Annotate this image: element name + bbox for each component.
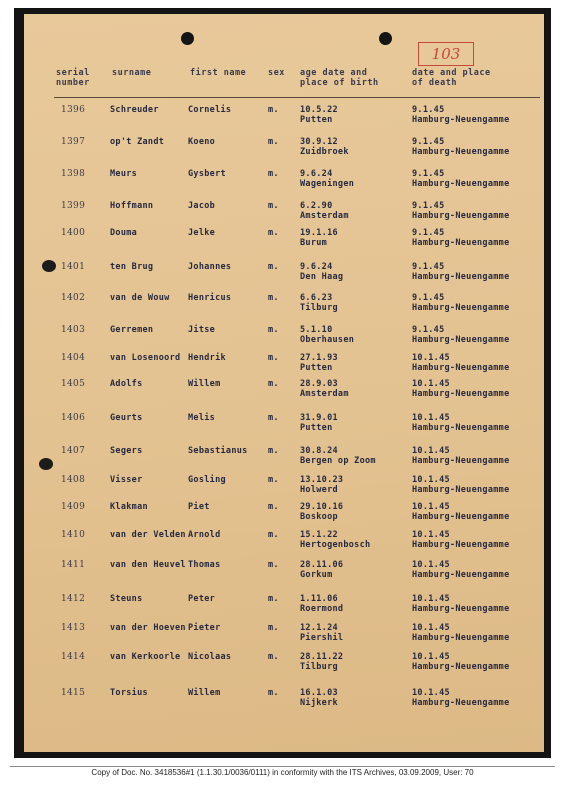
death-place: Hamburg-Neuengamme	[412, 698, 510, 708]
serial-number: 1411	[61, 560, 86, 570]
table-row	[0, 105, 520, 135]
surname: Hoffmann	[110, 201, 154, 211]
birth-place: Wageningen	[300, 179, 355, 189]
serial-number: 1399	[61, 201, 86, 211]
birth-date: 5.1.10	[300, 325, 333, 335]
death-place: Hamburg-Neuengamme	[412, 633, 510, 643]
header-sex: sex	[268, 68, 285, 78]
footer-note: Copy of Doc. No. 3418536#1 (1.1.30.1/0036/0111) in conformity with the ITS Archives, 03.09.2009, User: 70	[91, 768, 474, 777]
death-place: Hamburg-Neuengamme	[412, 540, 510, 550]
birth-date: 28.11.22	[300, 652, 344, 662]
death-place: Hamburg-Neuengamme	[412, 389, 510, 399]
first-name: Sebastianus	[188, 446, 248, 456]
first-name: Willem	[188, 379, 221, 389]
death-place: Hamburg-Neuengamme	[412, 272, 510, 282]
first-name: Johannes	[188, 262, 232, 272]
first-name: Jitse	[188, 325, 216, 335]
surname: van der Hoeven	[110, 623, 186, 633]
table-row	[0, 413, 520, 443]
surname: Steuns	[110, 594, 143, 604]
death-place: Hamburg-Neuengamme	[412, 238, 510, 248]
birth-place: Oberhausen	[300, 335, 355, 345]
death-date: 10.1.45	[412, 502, 450, 512]
first-name: Arnold	[188, 530, 221, 540]
table-row	[0, 652, 520, 682]
table-row	[0, 623, 520, 653]
serial-number: 1408	[61, 475, 86, 485]
header-rule	[54, 97, 540, 98]
table-row	[0, 594, 520, 624]
header-surname: surname	[112, 68, 152, 78]
first-name: Jelke	[188, 228, 216, 238]
death-date: 10.1.45	[412, 475, 450, 485]
death-place: Hamburg-Neuengamme	[412, 303, 510, 313]
punch-hole-right	[379, 32, 392, 45]
birth-date: 6.6.23	[300, 293, 333, 303]
surname: van den Heuvel	[110, 560, 186, 570]
table-row	[0, 169, 520, 199]
sex: m.	[268, 623, 279, 633]
first-name: Melis	[188, 413, 216, 423]
birth-place: Hertogenbosch	[300, 540, 371, 550]
birth-place: Putten	[300, 363, 333, 373]
birth-place: Nijkerk	[300, 698, 338, 708]
birth-date: 15.1.22	[300, 530, 338, 540]
table-row	[0, 475, 520, 505]
death-place: Hamburg-Neuengamme	[412, 456, 510, 466]
birth-date: 28.9.03	[300, 379, 338, 389]
surname: ten Brug	[110, 262, 154, 272]
birth-place: Zuidbroek	[300, 147, 349, 157]
sex: m.	[268, 228, 279, 238]
birth-date: 13.10.23	[300, 475, 344, 485]
death-date: 10.1.45	[412, 379, 450, 389]
death-place: Hamburg-Neuengamme	[412, 335, 510, 345]
surname: Geurts	[110, 413, 143, 423]
death-date: 10.1.45	[412, 652, 450, 662]
death-date: 10.1.45	[412, 413, 450, 423]
birth-date: 30.8.24	[300, 446, 338, 456]
first-name: Piet	[188, 502, 210, 512]
death-date: 9.1.45	[412, 325, 445, 335]
sex: m.	[268, 688, 279, 698]
sex: m.	[268, 353, 279, 363]
surname: Segers	[110, 446, 143, 456]
birth-place: Gorkum	[300, 570, 333, 580]
birth-date: 10.5.22	[300, 105, 338, 115]
death-date: 10.1.45	[412, 560, 450, 570]
surname: op't Zandt	[110, 137, 165, 147]
serial-number: 1412	[61, 594, 86, 604]
header-death: date and place of death	[412, 68, 491, 88]
sex: m.	[268, 475, 279, 485]
first-name: Henricus	[188, 293, 232, 303]
sex: m.	[268, 413, 279, 423]
birth-date: 16.1.03	[300, 688, 338, 698]
first-name: Cornelis	[188, 105, 232, 115]
surname: van Losenoord	[110, 353, 181, 363]
serial-number: 1403	[61, 325, 86, 335]
surname: Adolfs	[110, 379, 143, 389]
sex: m.	[268, 446, 279, 456]
surname: Klakman	[110, 502, 148, 512]
death-date: 9.1.45	[412, 137, 445, 147]
birth-place: Putten	[300, 423, 333, 433]
sex: m.	[268, 325, 279, 335]
surname: Gerremen	[110, 325, 154, 335]
death-date: 9.1.45	[412, 201, 445, 211]
serial-number: 1405	[61, 379, 86, 389]
birth-place: Burum	[300, 238, 328, 248]
table-row	[0, 560, 520, 590]
death-place: Hamburg-Neuengamme	[412, 604, 510, 614]
first-name: Thomas	[188, 560, 221, 570]
archive-stamp: 103	[418, 42, 474, 66]
birth-place: Bergen op Zoom	[300, 456, 376, 466]
serial-number: 1402	[61, 293, 86, 303]
table-row	[0, 502, 520, 532]
table-row	[0, 228, 520, 258]
death-place: Hamburg-Neuengamme	[412, 570, 510, 580]
birth-date: 28.11.06	[300, 560, 344, 570]
birth-date: 9.6.24	[300, 169, 333, 179]
death-date: 9.1.45	[412, 228, 445, 238]
table-row	[0, 293, 520, 323]
serial-number: 1396	[61, 105, 86, 115]
birth-place: Den Haag	[300, 272, 344, 282]
surname: Meurs	[110, 169, 138, 179]
birth-place: Tilburg	[300, 303, 338, 313]
sex: m.	[268, 137, 279, 147]
birth-date: 27.1.93	[300, 353, 338, 363]
table-row	[0, 530, 520, 560]
serial-number: 1410	[61, 530, 86, 540]
serial-number: 1413	[61, 623, 86, 633]
sex: m.	[268, 502, 279, 512]
death-date: 9.1.45	[412, 262, 445, 272]
first-name: Willem	[188, 688, 221, 698]
table-row	[0, 137, 520, 167]
birth-place: Roermond	[300, 604, 344, 614]
surname: Torsius	[110, 688, 148, 698]
death-date: 10.1.45	[412, 530, 450, 540]
death-place: Hamburg-Neuengamme	[412, 147, 510, 157]
birth-date: 9.6.24	[300, 262, 333, 272]
sex: m.	[268, 379, 279, 389]
birth-place: Amsterdam	[300, 389, 349, 399]
death-date: 9.1.45	[412, 293, 445, 303]
serial-number: 1404	[61, 353, 86, 363]
first-name: Nicolaas	[188, 652, 232, 662]
surname: Douma	[110, 228, 138, 238]
serial-number: 1398	[61, 169, 86, 179]
serial-number: 1407	[61, 446, 86, 456]
death-date: 9.1.45	[412, 105, 445, 115]
birth-place: Amsterdam	[300, 211, 349, 221]
first-name: Jacob	[188, 201, 216, 211]
table-row	[0, 325, 520, 355]
birth-place: Piershil	[300, 633, 344, 643]
serial-number: 1415	[61, 688, 86, 698]
first-name: Pieter	[188, 623, 221, 633]
table-row	[0, 446, 520, 476]
birth-place: Putten	[300, 115, 333, 125]
surname: Visser	[110, 475, 143, 485]
header-first-name: first name	[190, 68, 247, 78]
sex: m.	[268, 594, 279, 604]
death-place: Hamburg-Neuengamme	[412, 179, 510, 189]
sex: m.	[268, 530, 279, 540]
birth-place: Holwerd	[300, 485, 338, 495]
serial-number: 1414	[61, 652, 86, 662]
sex: m.	[268, 201, 279, 211]
footer-rule	[10, 766, 555, 767]
death-place: Hamburg-Neuengamme	[412, 485, 510, 495]
table-row	[0, 379, 520, 409]
birth-date: 6.2.90	[300, 201, 333, 211]
birth-date: 1.11.06	[300, 594, 338, 604]
death-place: Hamburg-Neuengamme	[412, 211, 510, 221]
birth-date: 29.10.16	[300, 502, 344, 512]
sex: m.	[268, 560, 279, 570]
sex: m.	[268, 262, 279, 272]
death-date: 10.1.45	[412, 446, 450, 456]
first-name: Hendrik	[188, 353, 226, 363]
death-place: Hamburg-Neuengamme	[412, 363, 510, 373]
death-date: 9.1.45	[412, 169, 445, 179]
sex: m.	[268, 169, 279, 179]
sex: m.	[268, 652, 279, 662]
sex: m.	[268, 105, 279, 115]
death-place: Hamburg-Neuengamme	[412, 662, 510, 672]
sex: m.	[268, 293, 279, 303]
first-name: Gosling	[188, 475, 226, 485]
surname: van Kerkoorle	[110, 652, 181, 662]
death-date: 10.1.45	[412, 353, 450, 363]
birth-date: 12.1.24	[300, 623, 338, 633]
death-place: Hamburg-Neuengamme	[412, 512, 510, 522]
serial-number: 1406	[61, 413, 86, 423]
table-row	[0, 201, 520, 231]
death-date: 10.1.45	[412, 594, 450, 604]
table-row	[0, 688, 520, 718]
table-row	[0, 262, 520, 292]
birth-date: 30.9.12	[300, 137, 338, 147]
first-name: Gysbert	[188, 169, 226, 179]
birth-place: Boskoop	[300, 512, 338, 522]
birth-date: 19.1.16	[300, 228, 338, 238]
death-date: 10.1.45	[412, 688, 450, 698]
birth-place: Tilburg	[300, 662, 338, 672]
death-date: 10.1.45	[412, 623, 450, 633]
serial-number: 1409	[61, 502, 86, 512]
surname: van de Wouw	[110, 293, 170, 303]
surname: Schreuder	[110, 105, 159, 115]
birth-date: 31.9.01	[300, 413, 338, 423]
serial-number: 1400	[61, 228, 86, 238]
death-place: Hamburg-Neuengamme	[412, 423, 510, 433]
first-name: Koeno	[188, 137, 216, 147]
death-place: Hamburg-Neuengamme	[412, 115, 510, 125]
serial-number: 1397	[61, 137, 86, 147]
header-birth: age date and place of birth	[300, 68, 379, 88]
first-name: Peter	[188, 594, 216, 604]
punch-hole-left	[181, 32, 194, 45]
serial-number: 1401	[61, 262, 86, 272]
header-serial: serial number	[56, 68, 90, 88]
surname: van der Velden	[110, 530, 186, 540]
